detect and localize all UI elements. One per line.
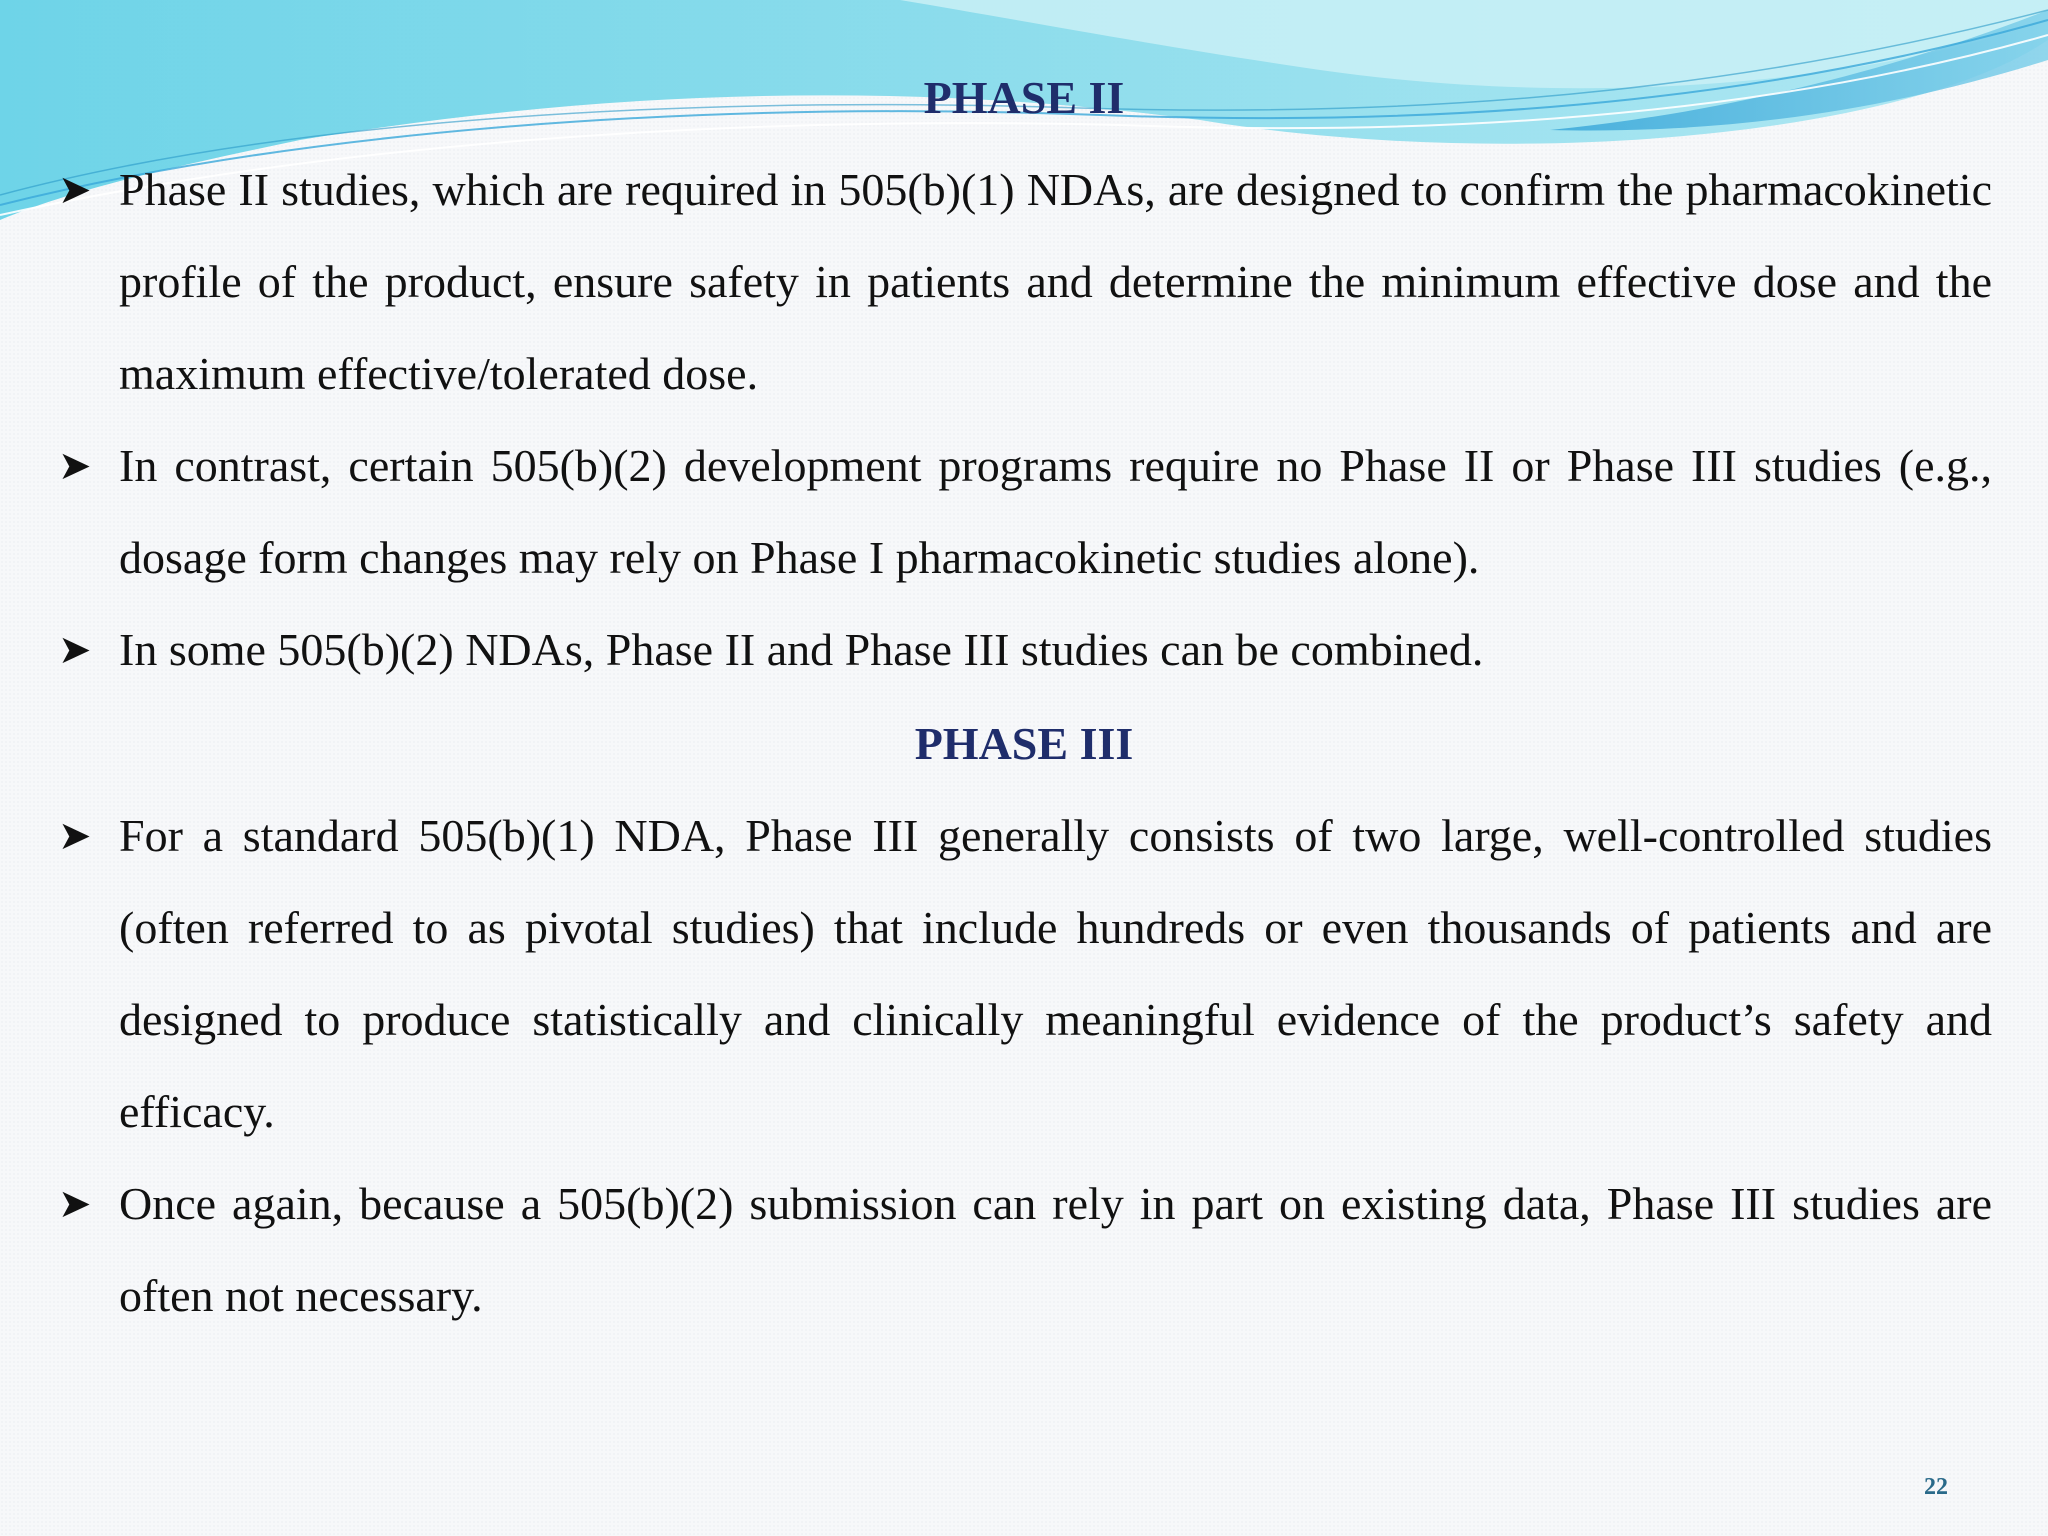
heading-phase-iii: PHASE III — [914, 718, 1134, 769]
heading-phase-ii: PHASE II — [923, 72, 1125, 123]
bullet-text: In contrast, certain 505(b)(2) development programs require no Phase II or Phase III studies (e.g., dosage form changes may rely on Phase I pharmacokinetic studies alone). — [119, 440, 1992, 583]
arrowhead-bullet-icon: ➤ — [58, 443, 92, 489]
bullet-item — [58, 1158, 1992, 1342]
bullet-item — [58, 604, 1992, 696]
bullet-text: Once again, because a 505(b)(2) submission can rely in part on existing data, Phase III studies are often not necessary. — [119, 1178, 1992, 1321]
arrowhead-bullet-icon: ➤ — [58, 167, 92, 213]
bullet-item — [58, 144, 1992, 420]
bullet-text: For a standard 505(b)(1) NDA, Phase III generally consists of two large, well-controlled studies (often referred to as pivotal studies) that include hundreds or even thousands of patients and are designed to produce statistically and clinically meaningful evidence of the product’s safety and efficacy. — [119, 810, 1992, 1137]
arrowhead-bullet-icon: ➤ — [58, 813, 92, 859]
page-number: 22 — [1924, 1474, 1948, 1500]
bullet-item — [58, 790, 1992, 1158]
bullet-text: In some 505(b)(2) NDAs, Phase II and Phase III studies can be combined. — [119, 624, 1484, 675]
bullet-text: Phase II studies, which are required in 505(b)(1) NDAs, are designed to confirm the pharmacokinetic profile of the product, ensure safety in patients and determine the minimum effective dose and the maximum effective/tolerated dose. — [119, 164, 1992, 399]
bullet-item — [58, 420, 1992, 604]
arrowhead-bullet-icon: ➤ — [58, 627, 92, 673]
arrowhead-bullet-icon: ➤ — [58, 1181, 92, 1227]
